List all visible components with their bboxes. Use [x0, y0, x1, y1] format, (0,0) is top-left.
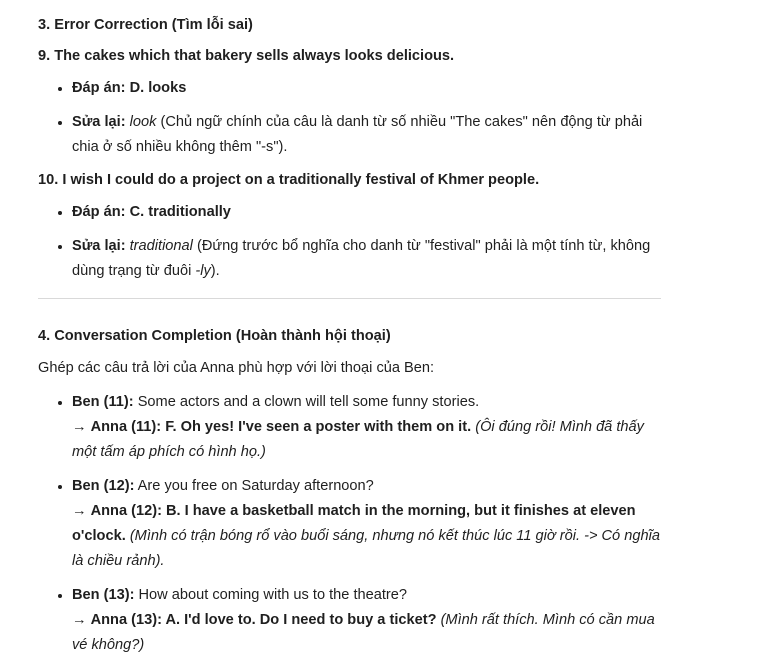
anna-answer: Anna (11): F. Oh yes! I've seen a poster with them on it. [90, 419, 472, 435]
translation: (Ôi đúng rồi! Mình đã thấy một tấm áp phích có hình họ.) [72, 419, 644, 460]
section-3-title: 3. Error Correction (Tìm lỗi sai) [38, 17, 253, 33]
fix-explanation-end: ). [210, 263, 220, 279]
list-item [72, 390, 664, 465]
fix-word: look [129, 114, 157, 130]
list-item [72, 583, 664, 658]
arrow-icon: → [72, 612, 87, 628]
ben-text: Are you free on Saturday afternoon? [134, 478, 374, 494]
question-10-answers [38, 200, 664, 284]
fix-explanation: (Đứng trước bổ nghĩa cho danh từ "festival" phải là một tính từ, không dùng trạng từ đuôi [72, 238, 651, 279]
ben-label: Ben (11): [72, 394, 134, 410]
answer-label: Đáp án: D. looks [72, 80, 187, 96]
question-9-answers [38, 76, 664, 160]
question-9: 9. The cakes which that bakery sells always looks delicious. [38, 48, 455, 64]
anna-answer: Anna (13): A. I'd love to. Do I need to buy a ticket? [90, 612, 437, 628]
section-4-intro: Ghép các câu trả lời của Anna phù hợp với lời thoại của Ben: [38, 360, 435, 376]
fix-word: traditional [129, 238, 193, 254]
translation: (Mình rất thích. Mình có cần mua vé không?) [72, 612, 655, 653]
anna-answer: Anna (12): B. I have a basketball match in the morning, but it finishes at eleven o'clock. [72, 503, 636, 544]
conversation-list [38, 390, 664, 658]
answer-item [72, 200, 664, 225]
fix-explanation: (Chủ ngữ chính của câu là danh từ số nhiều "The cakes" nên động từ phải chia ở số nhiều không thêm "-s"). [72, 114, 643, 155]
translation: (Mình có trận bóng rổ vào buổi sáng, nhưng nó kết thúc lúc 11 giờ rồi. -> Có nghĩa là chiều rảnh). [72, 528, 660, 569]
ben-text: Some actors and a clown will tell some funny stories. [133, 394, 480, 410]
arrow-icon: → [72, 503, 87, 519]
question-10: 10. I wish I could do a project on a traditionally festival of Khmer people. [38, 172, 540, 188]
fix-item [72, 234, 664, 284]
ben-label: Ben (12): [72, 478, 135, 494]
ben-label: Ben (13): [72, 587, 135, 603]
fix-suffix: -ly [195, 263, 211, 279]
ben-text: How about coming with us to the theatre? [134, 587, 408, 603]
answer-label: Đáp án: C. traditionally [72, 204, 231, 220]
list-item [72, 474, 664, 574]
arrow-icon: → [72, 419, 87, 435]
fix-label: Sửa lại: [72, 114, 126, 130]
fix-label: Sửa lại: [72, 238, 126, 254]
fix-item [72, 110, 664, 160]
answer-item [72, 76, 664, 101]
section-divider [38, 298, 661, 299]
section-4-title: 4. Conversation Completion (Hoàn thành hội thoại) [38, 328, 391, 344]
